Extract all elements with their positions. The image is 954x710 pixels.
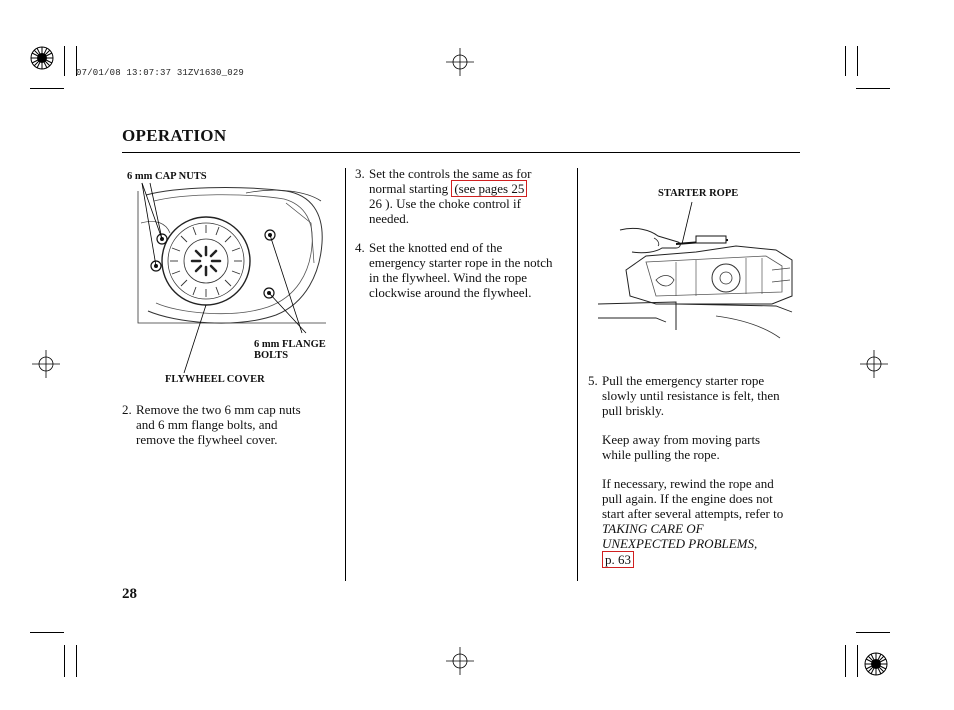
crosshair-icon-right [860, 350, 888, 378]
header-rule [122, 152, 800, 153]
callout-flange-bolts-line2: BOLTS [254, 350, 289, 361]
column-divider-2 [577, 168, 578, 581]
callout-starter-rope: STARTER ROPE [658, 188, 739, 199]
step-3-line2-text: normal starting [369, 181, 452, 196]
step-4-number: 4. [355, 240, 365, 255]
note-line: If necessary, rewind the rope and [602, 476, 774, 491]
callout-flywheel-cover: FLYWHEEL COVER [165, 374, 265, 385]
step-2-line: remove the flywheel cover. [136, 432, 278, 447]
step-4-line: Set the knotted end of the [369, 240, 503, 255]
step-3-line: Set the controls the same as for [369, 166, 532, 181]
step-3-line [369, 181, 573, 196]
step-2-number: 2. [122, 402, 132, 417]
reference-title-line: TAKING CARE OF [602, 521, 704, 536]
step-5-number: 5. [588, 373, 598, 388]
warning-line: Keep away from moving parts [602, 432, 761, 447]
step-2 [122, 402, 342, 447]
step-5 [588, 373, 803, 567]
starter-rope-illustration [596, 200, 796, 340]
see-pages-link[interactable]: (see pages 25 [451, 180, 527, 197]
section-title: OPERATION [122, 126, 227, 145]
step-5-line: pull briskly. [602, 403, 664, 418]
note-line: pull again. If the engine does not [602, 491, 773, 506]
flywheel-cover-illustration [136, 183, 336, 333]
print-stamp: 07/01/08 13:07:37 31ZV1630_029 [76, 68, 245, 78]
callout-flange-bolts [254, 339, 326, 361]
step-2-line: Remove the two 6 mm cap nuts [136, 402, 301, 417]
callout-cap-nuts: 6 mm CAP NUTS [127, 171, 207, 182]
warning-line: while pulling the rope. [602, 447, 720, 462]
crop-target-icon-bottom-right [864, 652, 888, 676]
column-divider-1 [345, 168, 346, 581]
callout-flange-bolts-line1: 6 mm FLANGE [254, 339, 326, 350]
step-2-line: and 6 mm flange bolts, and [136, 417, 278, 432]
page-number: 28 [122, 586, 137, 602]
step-4-line: in the flywheel. Wind the rope [369, 270, 528, 285]
step-4-line: emergency starter rope in the notch [369, 255, 553, 270]
step-5-line: slowly until resistance is felt, then [602, 388, 780, 403]
page-63-link[interactable]: p. 63 [602, 551, 634, 568]
note-line: start after several attempts, refer to [602, 506, 784, 521]
crosshair-icon-left [32, 350, 60, 378]
step-3-line: 26 ). Use the choke control if [369, 196, 521, 211]
crosshair-icon-top [446, 48, 474, 76]
paragraph-spacer [602, 462, 803, 476]
step-3 [355, 166, 573, 226]
reference-title-line: UNEXPECTED PROBLEMS, [602, 536, 758, 551]
step-3-number: 3. [355, 166, 365, 181]
crop-target-icon-top-left [30, 46, 54, 70]
paragraph-spacer [602, 418, 803, 432]
crosshair-icon-bottom [446, 647, 474, 675]
step-5-line: Pull the emergency starter rope [602, 373, 765, 388]
step-3-line: needed. [369, 211, 410, 226]
step-4 [355, 240, 573, 300]
step-4-line: clockwise around the flywheel. [369, 285, 532, 300]
